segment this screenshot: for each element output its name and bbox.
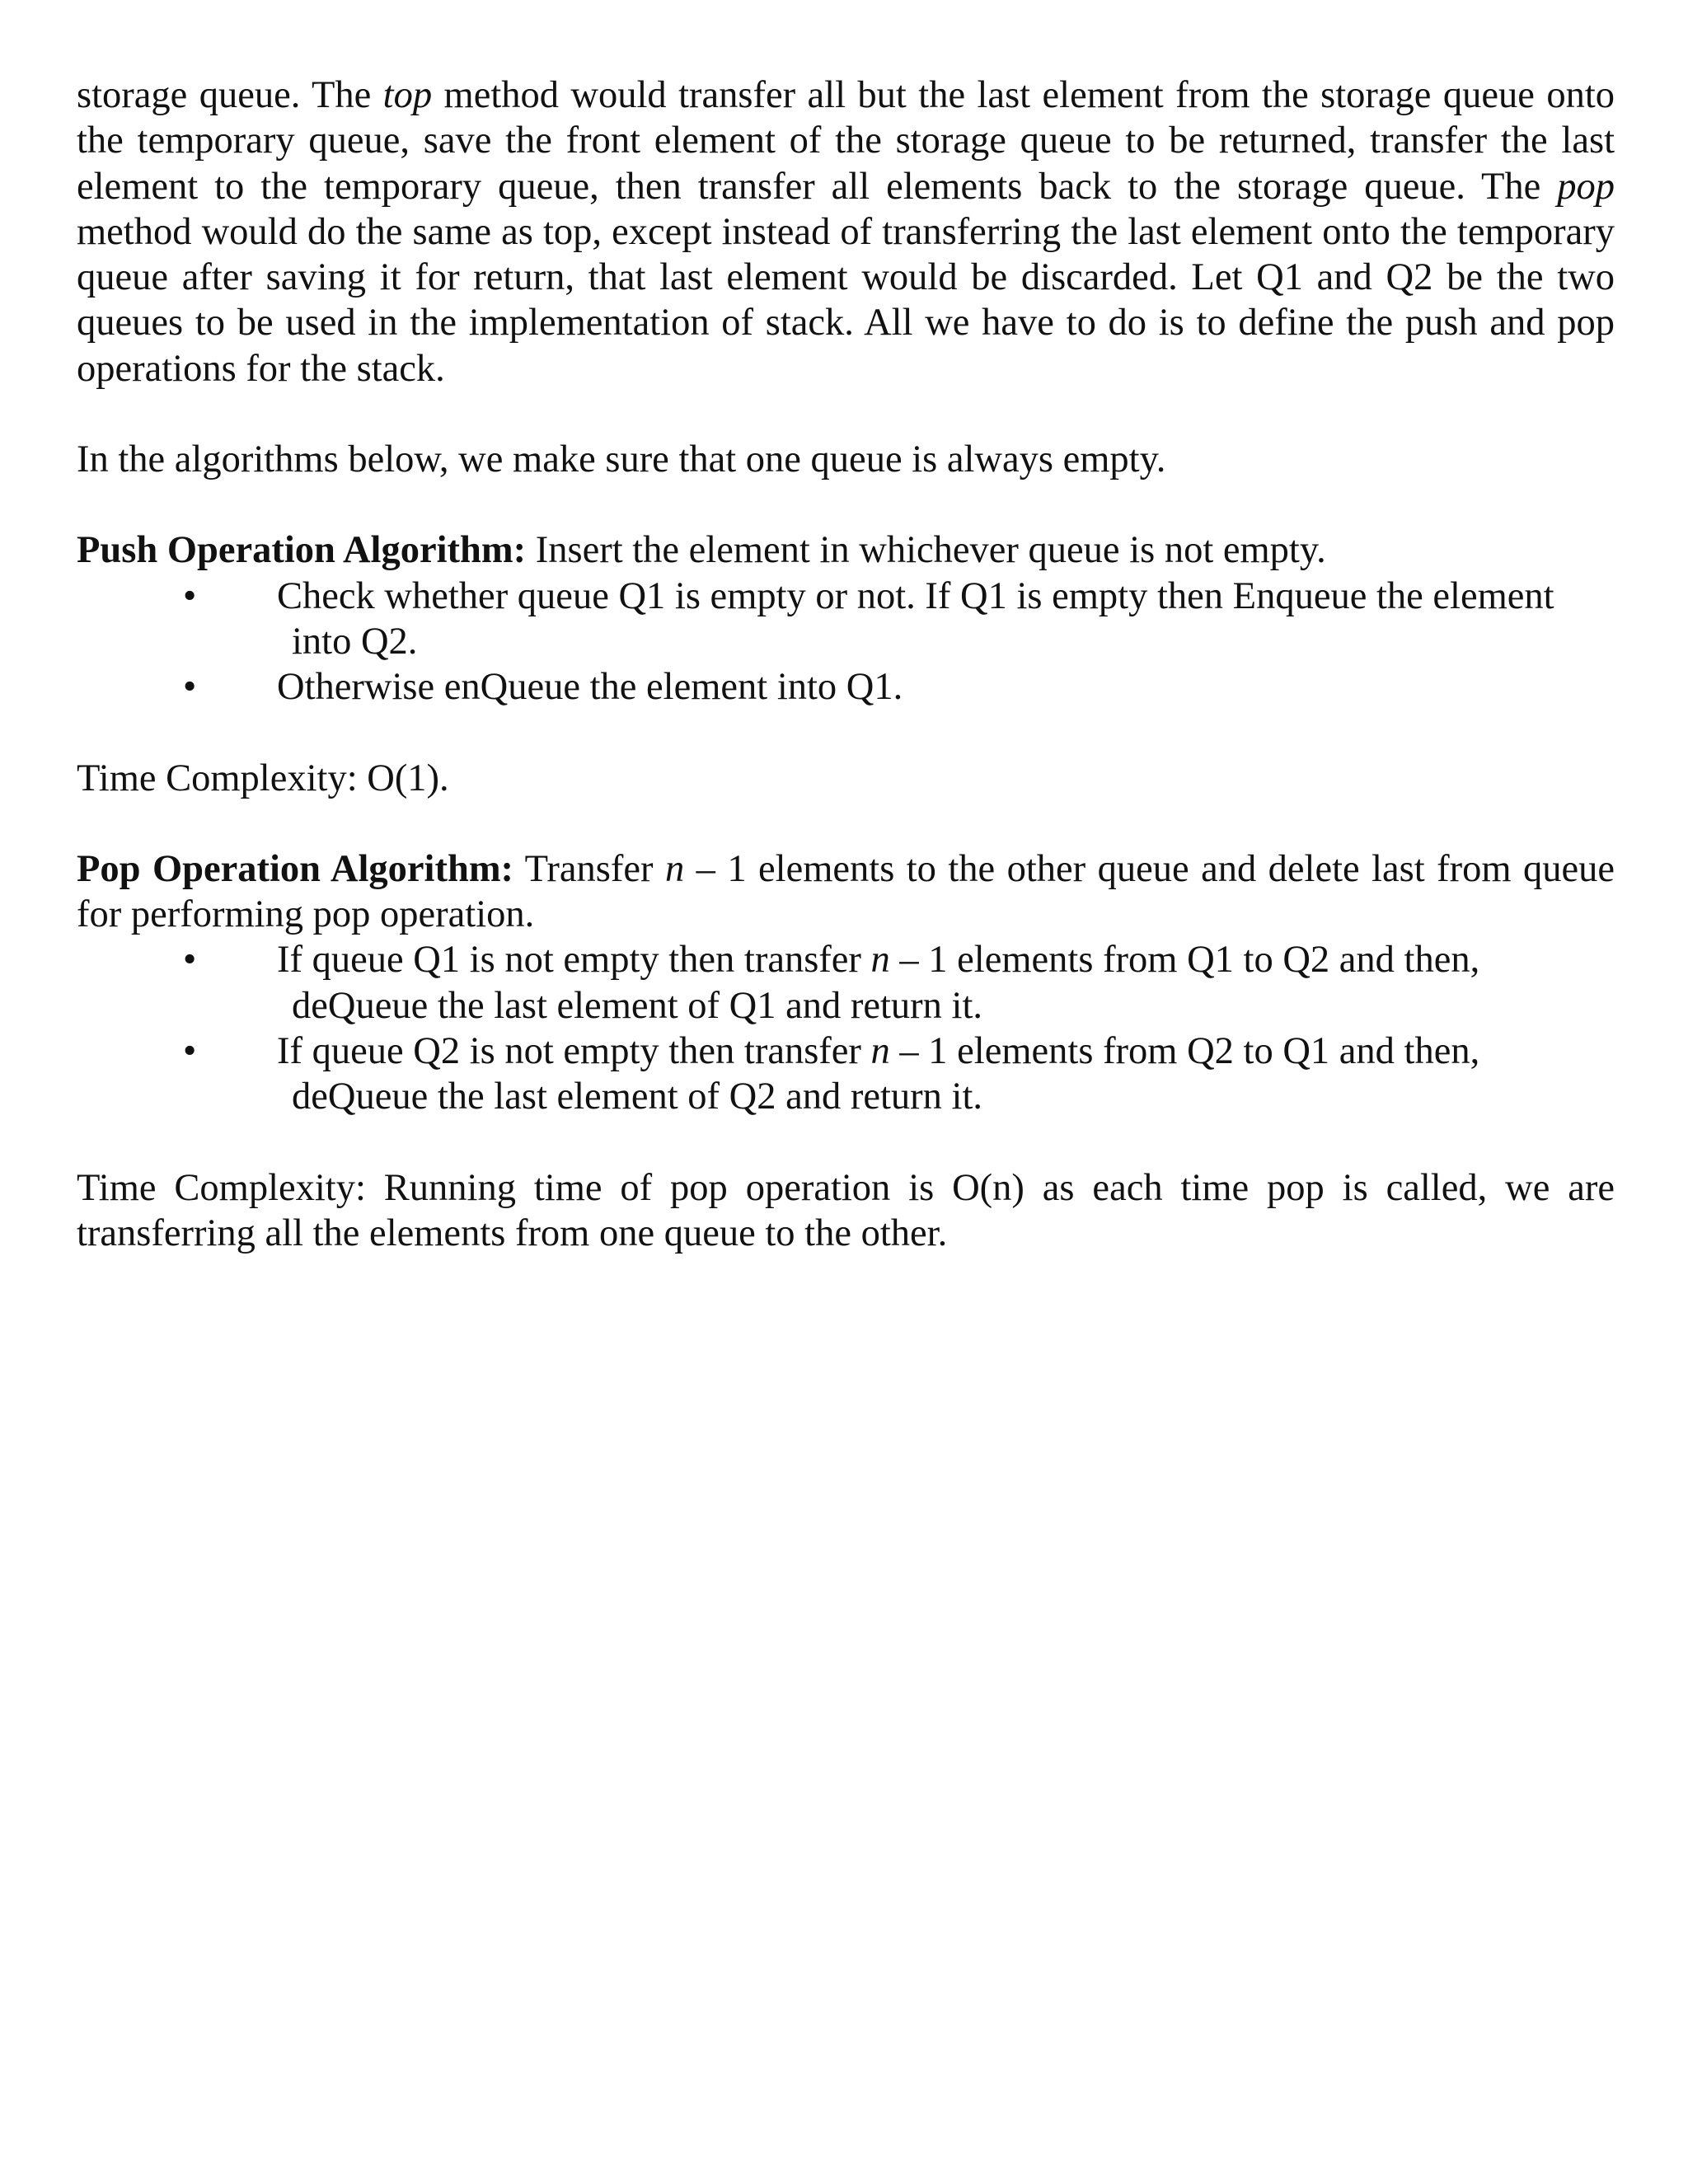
bullet-mark: • — [183, 939, 197, 982]
push-step-1-text: Check whether queue Q1 is empty or not. If Q1 is empty then Enqueue the element — [277, 574, 1554, 617]
list-item — [77, 937, 1615, 1029]
n-variable: n — [870, 1030, 890, 1073]
push-heading: Push Operation Algorithm: — [77, 529, 527, 572]
push-paragraph — [77, 527, 1615, 573]
pop-method-term: pop — [1557, 165, 1615, 208]
document-page — [77, 73, 1615, 1301]
bullet-mark: • — [183, 666, 197, 709]
top-method-term: top — [382, 74, 433, 116]
pop-heading: Pop Operation Algorithm: — [77, 847, 514, 890]
list-item — [77, 664, 1615, 710]
pop-step-1-text-b: – 1 elements from Q1 to Q2 and then, — [889, 939, 1480, 982]
push-step-1-continuation: into Q2. — [292, 620, 418, 663]
pop-description-b: – 1 elements to the other queue and delete last from queue for performing pop operation. — [77, 847, 1615, 936]
pop-step-2-text-a: If queue Q2 is not empty then transfer — [277, 1030, 871, 1073]
push-steps-list — [77, 574, 1615, 710]
intro-text-3: method would do the same as top, except instead of transferring the last element onto the temporary queue after saving it for return, that last element would be discarded. Let Q1 and Q2 be the two queues to be used in the implementation of stack. All we have to do is to define the push and pop operations for the stack. — [77, 210, 1615, 390]
pop-complexity: Time Complexity: Running time of pop operation is O(n) as each time pop is called, we are transferring all the elements from one queue to the other. — [77, 1166, 1615, 1254]
pop-step-2-text-b: – 1 elements from Q2 to Q1 and then, — [889, 1030, 1480, 1073]
pop-step-1-continuation: deQueue the last element of Q1 and return it. — [292, 984, 982, 1027]
pop-step-2-continuation: deQueue the last element of Q2 and return it. — [292, 1076, 982, 1118]
intro-text-2: method would transfer all but the last element from the storage queue onto the temporary queue, save the front element of the storage queue to be returned, transfer the last element to the temporary queue, then transfer all elements back to the storage queue. The — [77, 74, 1615, 208]
n-variable: n — [664, 847, 685, 890]
push-step-2-text: Otherwise enQueue the element into Q1. — [277, 666, 903, 709]
bullet-mark: • — [183, 574, 197, 617]
pop-steps-list — [77, 937, 1615, 1119]
intro-text-1: storage queue. The — [77, 74, 383, 116]
pop-step-1-text-a: If queue Q1 is not empty then transfer — [277, 939, 871, 982]
pop-description-a: Transfer — [513, 847, 665, 890]
list-item — [77, 1029, 1615, 1120]
push-complexity: Time Complexity: O(1). — [77, 757, 449, 799]
intro-paragraph — [77, 73, 1615, 391]
list-item — [77, 574, 1615, 665]
pop-paragraph — [77, 846, 1615, 938]
push-description: Insert the element in whichever queue is not empty. — [526, 529, 1326, 572]
n-variable: n — [870, 939, 890, 982]
note-paragraph: In the algorithms below, we make sure that one queue is always empty. — [77, 438, 1166, 481]
bullet-mark: • — [183, 1030, 197, 1073]
